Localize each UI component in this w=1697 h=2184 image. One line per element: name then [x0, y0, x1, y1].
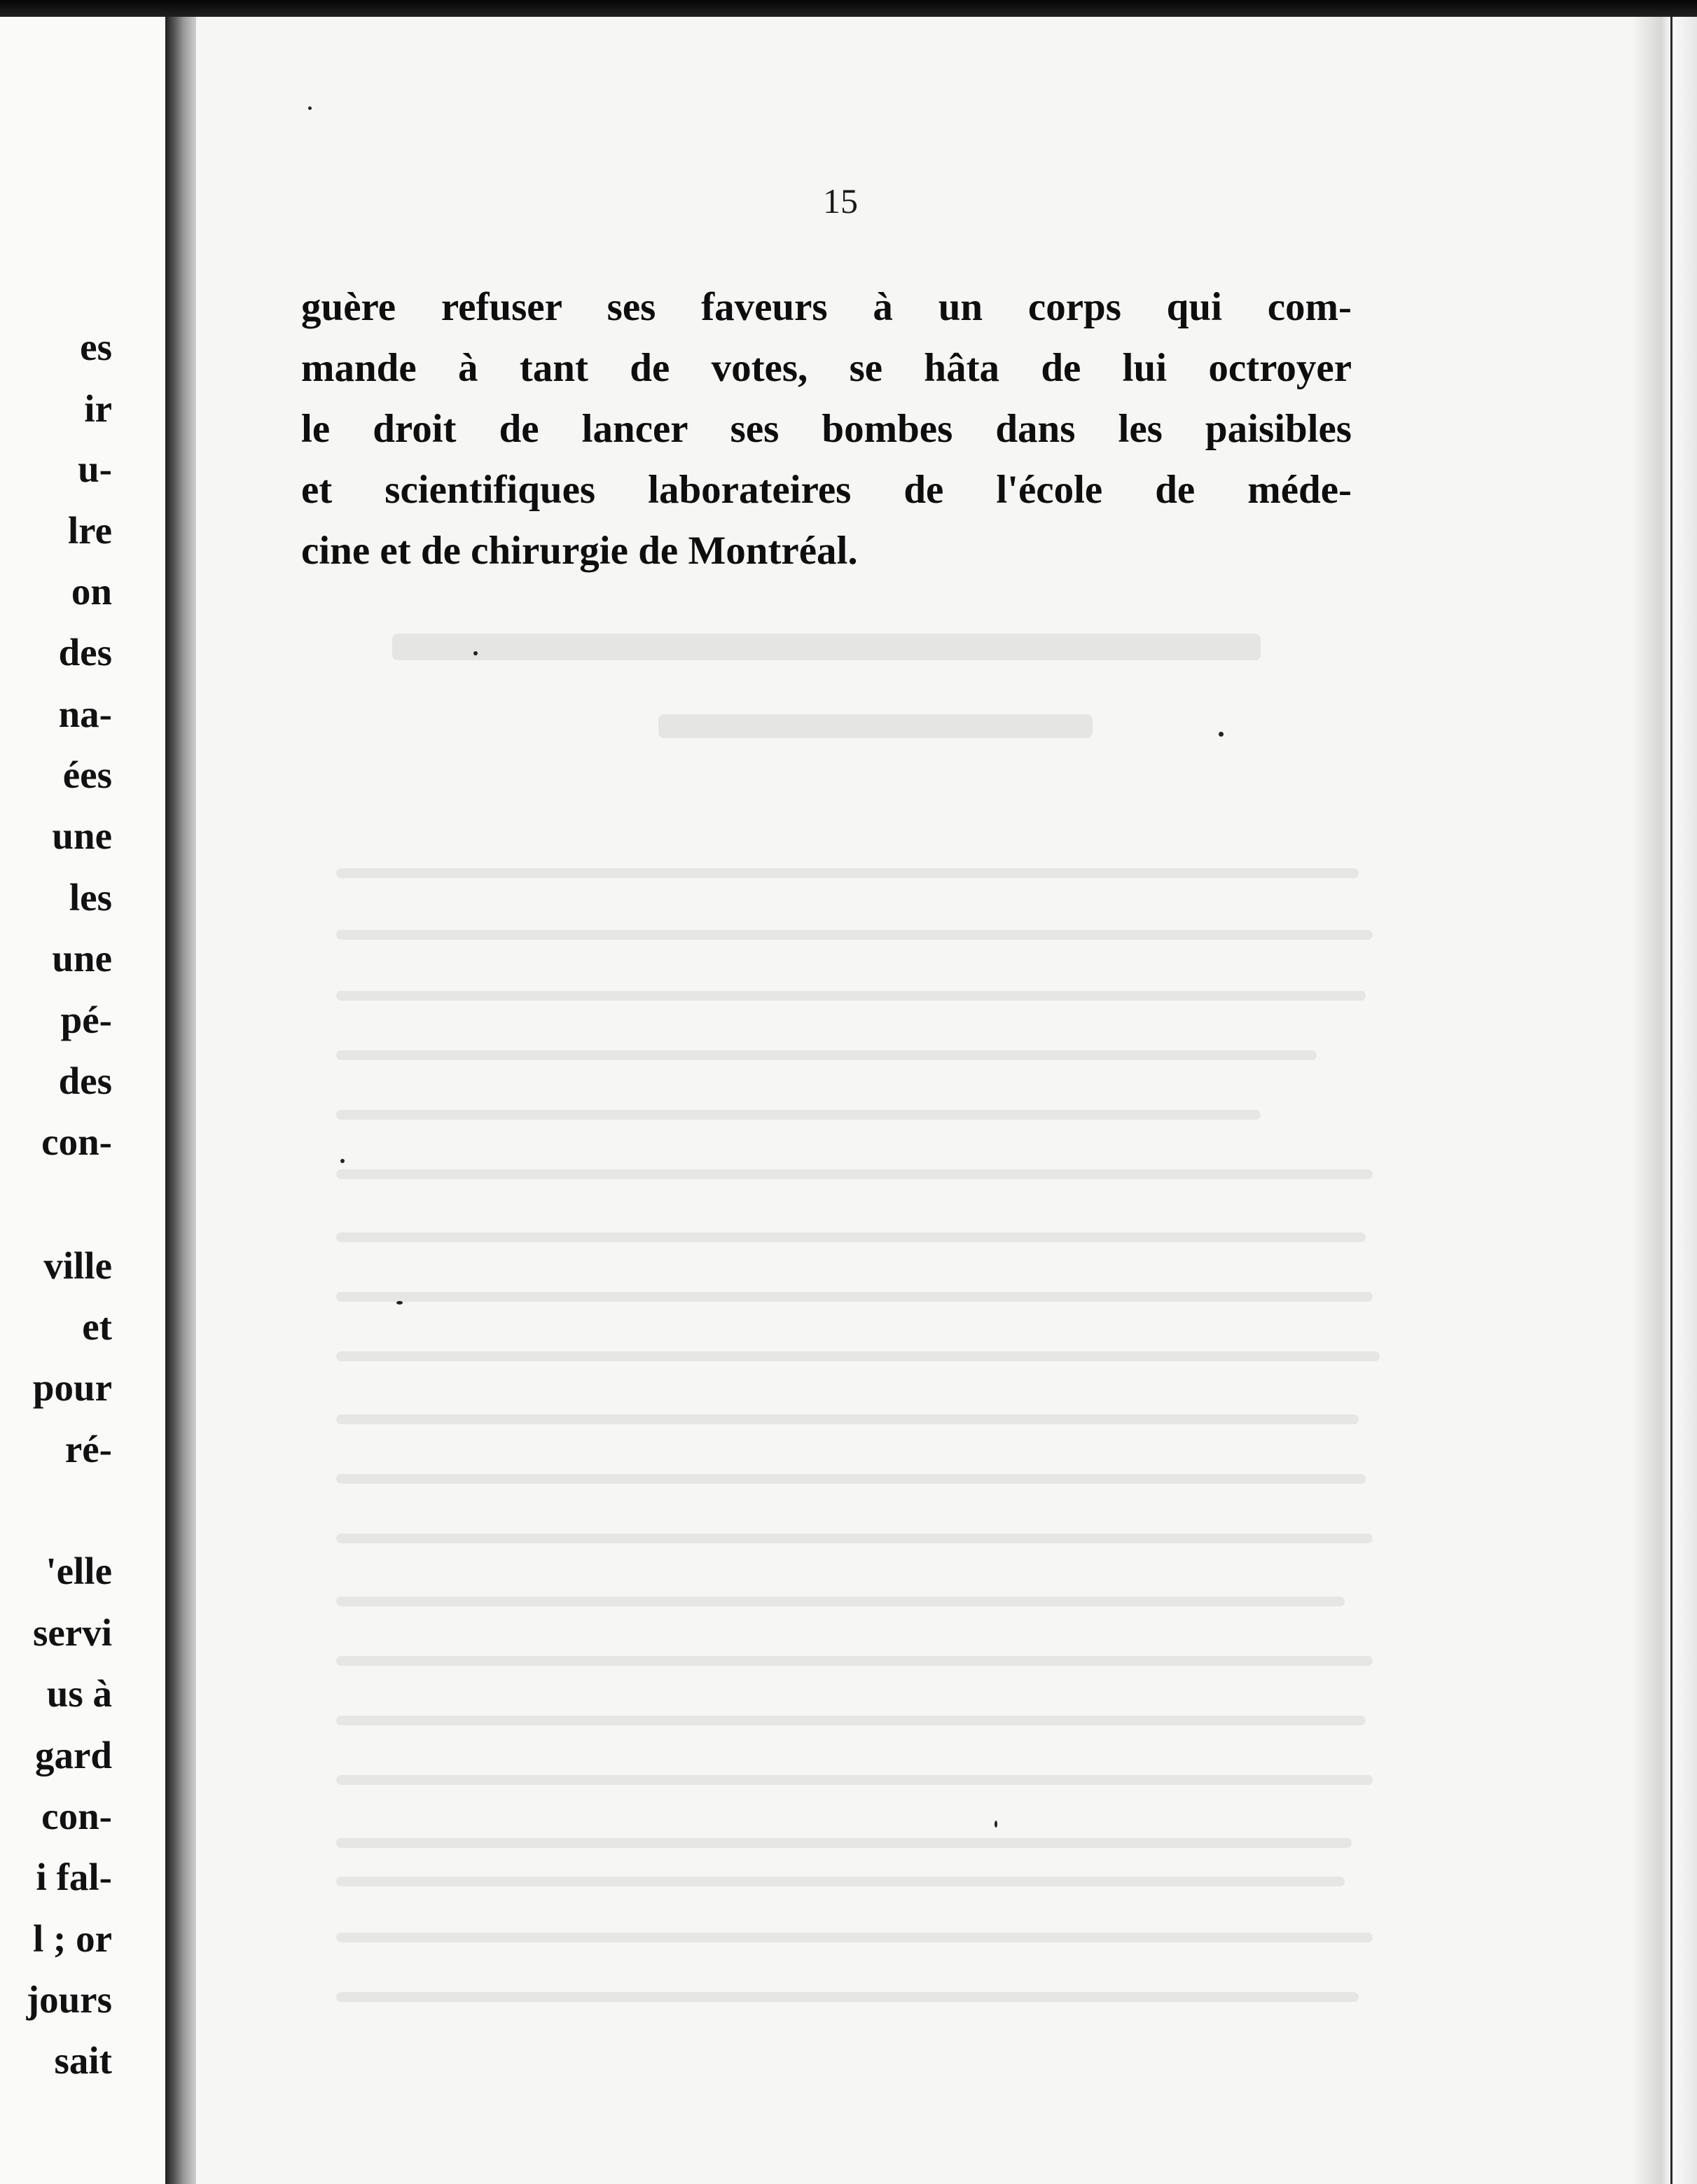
bleed-through-line [336, 1992, 1359, 2002]
bleed-through-line [336, 1933, 1373, 1942]
bleed-through-text [336, 616, 1387, 2017]
left-page-fragment: ré- [64, 1428, 112, 1470]
bleed-through-line [336, 1656, 1373, 1666]
bleed-through-line [336, 1877, 1345, 1886]
bleed-through-line [336, 1597, 1345, 1606]
scan-speck [1219, 732, 1224, 737]
page-edge-shadow [1632, 17, 1697, 2184]
text-line: guère refuser ses faveurs à un corps qui com- [301, 285, 1352, 329]
scan-speck [396, 1301, 403, 1305]
left-page-fragment: lre [67, 509, 112, 552]
left-page-fragment: pé- [60, 999, 112, 1041]
bleed-through-line [336, 868, 1359, 878]
left-page-fragment: con- [41, 1795, 112, 1837]
bleed-through-line [336, 1351, 1380, 1361]
left-page-fragment: et [82, 1305, 112, 1348]
left-page-fragment: jours [26, 1978, 112, 2021]
bleed-through-line [336, 1414, 1359, 1424]
left-page-fragment: on [71, 570, 112, 613]
left-page-fragment: l ; or [32, 1917, 112, 1960]
left-page-fragment: pour [32, 1366, 112, 1409]
page-number: 15 [823, 181, 858, 221]
left-page-fragment: con- [41, 1120, 112, 1163]
bleed-through-line [336, 991, 1366, 1001]
left-page-fragment: des [58, 631, 112, 674]
left-facing-page [0, 17, 165, 2184]
scan-speck [995, 1821, 997, 1828]
left-page-fragment: ville [43, 1244, 112, 1287]
text-line: mande à tant de votes, se hâta de lui octroyer [301, 346, 1352, 390]
left-page-fragment: us à [46, 1672, 112, 1715]
left-page-fragment: les [69, 876, 112, 919]
bleed-through-line [336, 1474, 1366, 1484]
left-page-fragment: 'elle [46, 1550, 112, 1592]
scan-speck [340, 1159, 345, 1163]
bleed-through-line [336, 1110, 1261, 1120]
left-page-fragment: une [52, 814, 112, 857]
bleed-through-line [336, 1716, 1366, 1725]
page-edge-line [1670, 17, 1672, 2184]
bleed-through-line [336, 1533, 1373, 1543]
text-line: cine et de chirurgie de Montréal. [301, 529, 858, 573]
bleed-through-line [336, 1169, 1373, 1179]
bleed-through-line [336, 1292, 1373, 1302]
left-page-fragment: na- [58, 693, 112, 735]
left-page-fragment: ir [84, 387, 112, 430]
body-paragraph [301, 277, 1352, 581]
bleed-through-line [336, 1050, 1317, 1060]
scan-speck [473, 651, 478, 655]
text-line: le droit de lancer ses bombes dans les paisibles [301, 407, 1352, 451]
scan-speck [308, 106, 312, 110]
bleed-through-line [336, 1775, 1373, 1785]
left-page-fragment: servi [32, 1611, 112, 1654]
left-page-fragment: u- [78, 447, 112, 490]
scan-top-border [0, 0, 1697, 17]
left-page-fragment: sait [54, 2039, 112, 2082]
bleed-through-line [336, 1232, 1366, 1242]
left-page-fragment: ées [62, 753, 112, 796]
book-binding-gutter [165, 17, 196, 2184]
bleed-through-line [336, 930, 1373, 940]
left-page-fragment: des [58, 1059, 112, 1102]
left-page-fragment: gard [35, 1734, 112, 1776]
left-page-fragment: une [52, 937, 112, 980]
bleed-through-line [336, 1838, 1352, 1848]
left-page-fragment: es [80, 326, 112, 368]
text-line: et scientifiques laborateires de l'école de méde- [301, 468, 1352, 512]
left-page-fragment: i fal- [36, 1856, 112, 1898]
